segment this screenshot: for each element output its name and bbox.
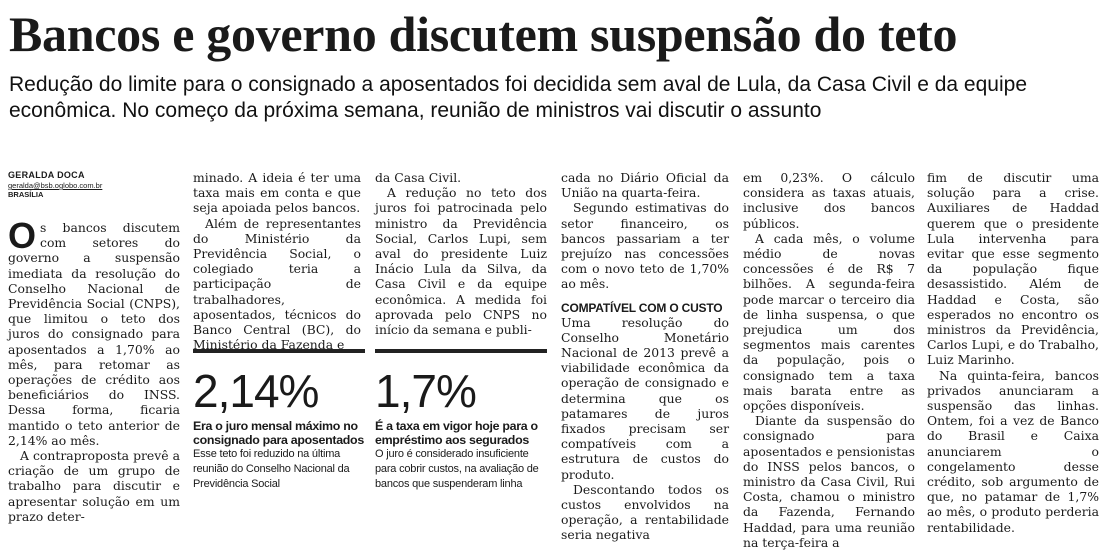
paragraph: Descontando todos os custos envolvidos na operação, a rentabilidade seria negativa — [561, 481, 729, 543]
article-column-5 — [743, 170, 915, 550]
paragraph: Segundo estimativas do setor financeiro, os bancos passariam a ter prejuízo nas concessões com o novo teto de 1,70% ao mês. — [561, 200, 729, 292]
byline-city: BRASÍLIA — [8, 190, 44, 199]
fact-box-text: O juro é considerado insuficiente para cobrir custos, na avaliação de bancos que suspenderam linha — [375, 448, 539, 490]
article-column-3 — [375, 170, 547, 340]
paragraph: da Casa Civil. — [375, 170, 462, 185]
lead-paragraph: Os bancos discutem com setores do governo a suspensão imediata da resolução do Conselho Nacional de Previdência Social (CNPS), que limitou o teto dos juros do consignado para aposentados a 1,70% ao mês, para retomar as operações de crédito aos beneficiários do INSS. Dessa forma, ficaria mantido o teto anterior de 2,14% ao mês. — [8, 215, 180, 448]
article-column-2 — [193, 170, 361, 353]
article-column-4 — [561, 170, 729, 543]
paragraph: fim de discutir uma solução para a crise. Auxiliares de Haddad querem que o presidente Lula intervenha para evitar que esse segmento da população fique desassistido. Além de Haddad e Costa, são esperados no encontro os ministros da Previdência, Carlos Lupi, e do Trabalho, Luiz Marinho. — [927, 170, 1099, 368]
paragraph: cada no Diário Oficial da União na quarta-feira. — [561, 170, 729, 201]
paragraph: A cada mês, o volume médio de novas concessões é de R$ 7 bilhões. A segunda-feira pode marcar o terceiro dia de linha suspensa, o que prejudica um dos segmentos mais carentes da população, pois o consignado tem a taxa mais barata entre as opções disponíveis. — [743, 230, 915, 414]
subheadline: Redução do limite para o consignado a aposentados foi decidida sem aval de Lula, da Casa Civil e da equipe econômica. No começo da próxima semana, reunião de ministros vai discutir o assunto — [9, 73, 1027, 122]
byline-author: GERALDA DOCA — [8, 170, 85, 180]
fact-box-1 — [193, 349, 365, 492]
paragraph: A redução no teto dos juros foi patrocinada pelo ministro da Previdência Social, Carlos Lupi, sem aval do presidente Luiz Inácio Lula da Silva, da Casa Civil e da equipe econômica. A medida foi aprovada pelo CNPS no início da semana e publi- — [375, 185, 547, 338]
paragraph: Além de representantes do Ministério da Previdência Social, o colegiado teria a participação de trabalhadores, aposentados, técnicos do Banco Central (BC), do Ministério da Fazenda e — [193, 215, 361, 353]
article-column-1 — [8, 170, 180, 524]
paragraph: em 0,23%. O cálculo considera as taxas atuais, inclusive dos bancos públicos. — [743, 170, 915, 231]
fact-box-2 — [375, 349, 547, 492]
fact-box-text: Esse teto foi reduzido na última reunião do Conselho Nacional da Previdência Social — [193, 448, 350, 490]
intertitle: COMPATÍVEL COM O CUSTO — [561, 300, 723, 315]
fact-box-title: É a taxa em vigor hoje para o empréstimo aos segurados — [375, 419, 538, 447]
fact-box-number: 2,14% — [193, 365, 319, 417]
paragraph: Uma resolução do Conselho Monetário Nacional de 2013 prevê a viabilidade econômica da operação de consignado e determina que os patamares de juros fixados precisam ser compatíveis com a estrutura de custos do produto. — [561, 314, 729, 482]
byline-email-link[interactable]: geralda@bsb.oglobo.com.br — [8, 181, 103, 190]
fact-box-number: 1,7% — [375, 365, 476, 417]
paragraph: Na quinta-feira, bancos privados anunciaram a suspensão das linhas. Ontem, foi a vez de Banco do Brasil e Caixa anunciarem o congelamento desse crédito, sob argumento de que, no patamar de 1,7% ao mês, o produto perderia rentabilidade. — [927, 367, 1099, 535]
paragraph: Diante da suspensão do consignado para aposentados e pensionistas do INSS pelos bancos, o ministro da Casa Civil, Rui Costa, chamou o ministro da Fazenda, Fernando Haddad, para uma reunião na terça-feira a — [743, 413, 915, 550]
paragraph: A contraproposta prevê a criação de um grupo de trabalho para discutir e apresentar solução em um prazo deter- — [8, 448, 180, 524]
fact-box-title: Era o juro mensal máximo no consignado para aposentados — [193, 419, 364, 447]
article-column-6 — [927, 170, 1099, 535]
headline: Bancos e governo discutem suspensão do teto — [9, 6, 958, 62]
paragraph: minado. A ideia é ter uma taxa mais em conta e que seja apoiada pelos bancos. — [193, 170, 361, 216]
drop-cap: O — [8, 215, 37, 256]
